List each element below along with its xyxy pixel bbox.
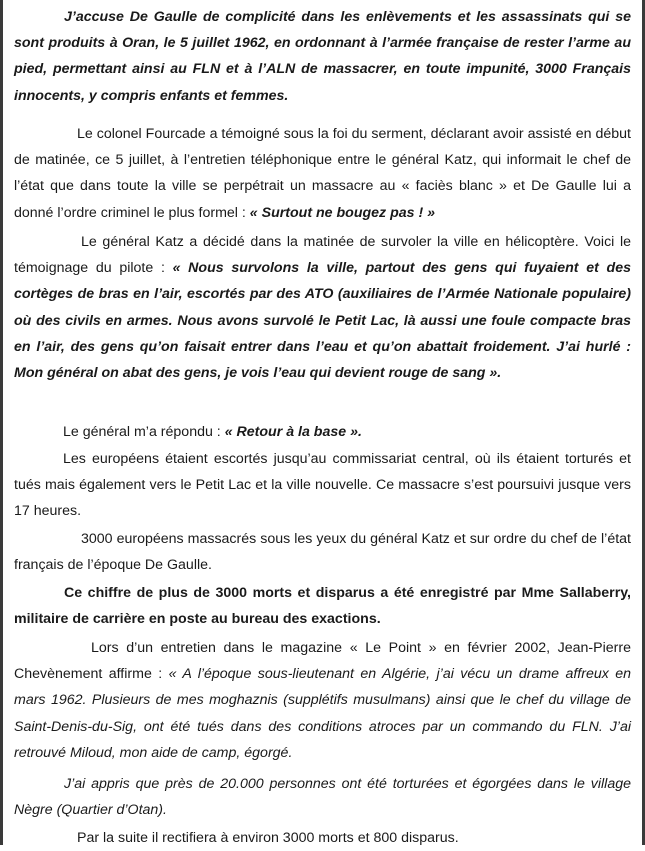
paragraph-pilot-intro: Le général Katz a décidé dans la matinée de survoler la ville en hélicoptère. Voici le témoignage du pilote : <box>14 234 631 277</box>
left-border <box>0 0 3 845</box>
paragraph-3000-massacred: 3000 européens massacrés sous les yeux du général Katz et sur ordre du chef de l’état français de l’époque De Gaulle. <box>14 531 631 574</box>
paragraph-chevenement-text: Lors d’un entretien dans le magazine « Le Point » en février 2002, Jean-Pierre Chevènement affirme : <box>14 640 631 683</box>
paragraph-sallaberry: Ce chiffre de plus de 3000 morts et disparus a été enregistré par Mme Sallaberry, militaire de carrière en poste au bureau des exactions. <box>14 585 631 628</box>
paragraph-fourcade-text: Le colonel Fourcade a témoigné sous la foi du serment, déclarant avoir assisté en début de matinée, ce 5 juillet, à l’entretien téléphonique entre le général Katz, qui informait le chef de l’état que dans toute la ville se perpétrait un massacre au « faciès blanc » et De Gaulle lui a donné l’ordre criminel le plus formel : <box>14 126 631 221</box>
paragraph-pilot-testimony <box>14 229 631 386</box>
quote-surtout-ne-bougez-pas: « Surtout ne bougez pas ! » <box>249 204 436 221</box>
paragraph-general-reply <box>14 419 631 445</box>
paragraph-village-negre: J’ai appris que près de 20.000 personnes ont été torturées et égorgées dans le village Nègre (Quartier d’Otan). <box>14 776 631 819</box>
quote-chevenement: « A l’époque sous-lieutenant en Algérie, j’ai vécu un drame affreux en mars 1962. Plusieurs de mes moghaznis (supplétifs musulmans) ainsi que le chef du village de Saint-Denis-du-Sig, ont été tués dans des conditions atroces par un commando du FLN. J’ai retrouvé Miloud, mon aide de camp, égorgé. <box>14 666 632 761</box>
paragraph-accusation: J’accuse De Gaulle de complicité dans les enlèvements et les assassinats qui se sont produits à Oran, le 5 juillet 1962, en ordonnant à l’armée française de rester l’arme au pied, permettant ainsi au FLN et à l’ALN de massacrer, en toute impunité, 3000 Français innocents, y compris enfants et femmes. <box>14 9 631 104</box>
quote-pilot: « Nous survolons la ville, partout des gens qui fuyaient et des cortèges de bras en l’air, escortés par des ATO (auxiliaires de l’Armée Nationale populaire) où des civils en armes. Nous avons survolé le Petit Lac, là aussi une foule compacte bras en l’air, des gens qu’on faisait entrer dans l’eau et qu’on abattait froidement. J’ai hurlé : Mon général on abat des gens, je vois l’eau qui devient rouge de sang ». <box>14 260 631 382</box>
paragraph-rectification: Par la suite il rectifiera à environ 3000 morts et 800 disparus. <box>77 830 459 846</box>
paragraph-general-reply-text: Le général m’a répondu : <box>63 424 225 440</box>
quote-retour-base: « Retour à la base ». <box>224 424 362 440</box>
paragraph-chevenement <box>14 635 631 766</box>
paragraph-fourcade <box>14 121 631 226</box>
paragraph-europeans-escorted: Les européens étaient escortés jusqu’au commissariat central, où ils étaient torturés et tués mais également vers le Petit Lac et la ville nouvelle. Ce massacre s’est poursuivi jusque vers 17 heures. <box>14 451 631 520</box>
